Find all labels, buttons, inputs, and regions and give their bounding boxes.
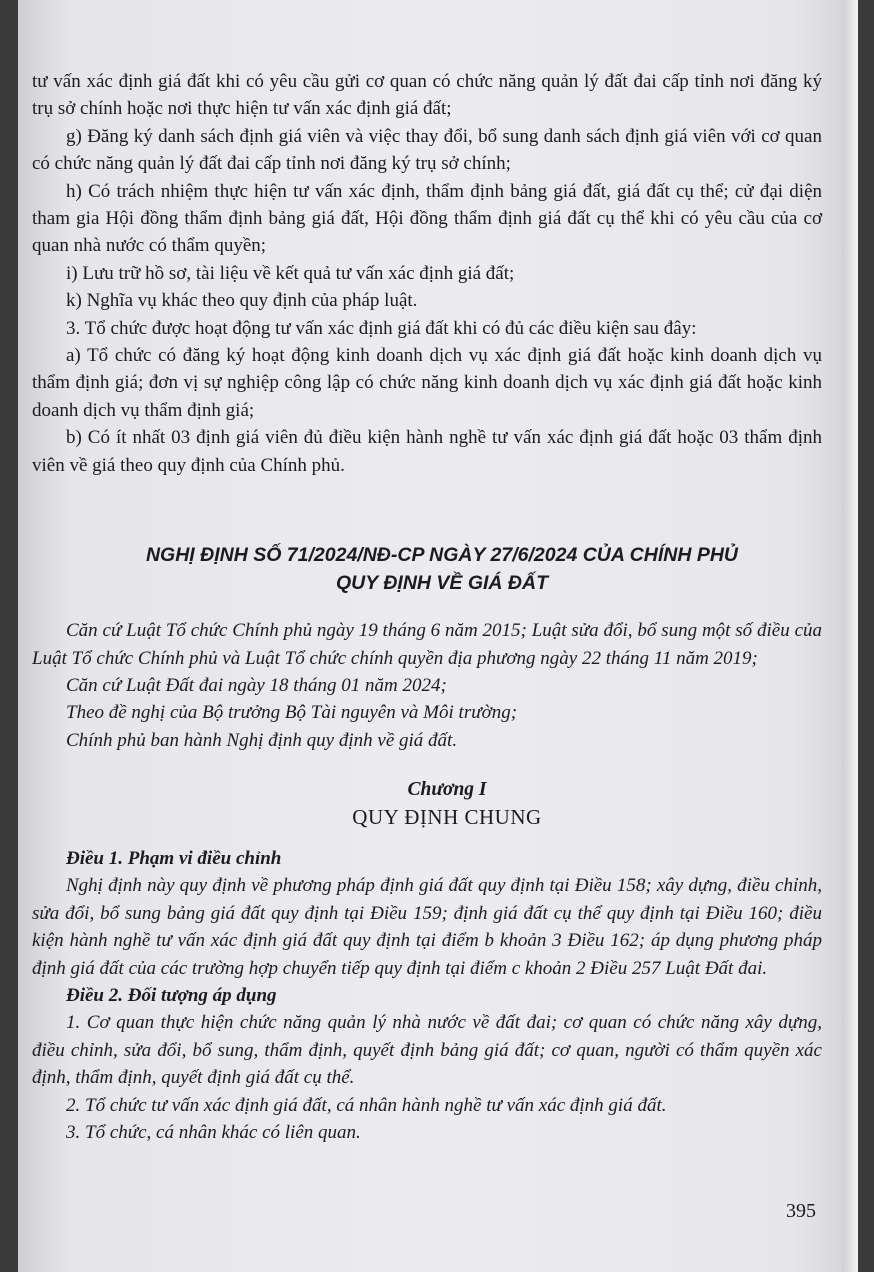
- preamble-proposal: Theo đề nghị của Bộ trưởng Bộ Tài nguyên và Môi trường;: [66, 702, 518, 724]
- article-2-item-2: 2. Tổ chức tư vấn xác định giá đất, cá nhân hành nghề tư vấn xác định giá đất.: [66, 1094, 667, 1116]
- item-h: h) Có trách nhiệm thực hiện tư vấn xác định, thẩm định bảng giá đất, giá đất cụ thể; cử đại diện tham gia Hội đồng thẩm định bảng giá đất, Hội đồng thẩm định giá đất cụ thể khi có yêu cầu của cơ quan nhà nước có thẩm quyền;: [32, 180, 822, 257]
- preamble-basis-1: Căn cứ Luật Tổ chức Chính phủ ngày 19 tháng 6 năm 2015; Luật sửa đổi, bổ sung một số điều của Luật Tổ chức Chính phủ và Luật Tổ chức chính quyền địa phương ngày 22 tháng 11 năm 2019;: [32, 620, 822, 669]
- preamble-issuance: Chính phủ ban hành Nghị định quy định về giá đất.: [66, 729, 458, 751]
- page-number: 395: [786, 1200, 816, 1222]
- item-k: k) Nghĩa vụ khác theo quy định của pháp luật.: [66, 290, 418, 312]
- page-content: [32, 68, 822, 1146]
- decree-title-line-2: QUY ĐỊNH VỀ GIÁ ĐẤT: [336, 572, 548, 595]
- article-2-item-3: 3. Tổ chức, cá nhân khác có liên quan.: [66, 1122, 361, 1143]
- page-edge: [842, 0, 858, 1272]
- item-3a: a) Tổ chức có đăng ký hoạt động kinh doanh dịch vụ xác định giá đất hoặc kinh doanh dịch vụ thẩm định giá; đơn vị sự nghiệp công lập có chức năng kinh doanh dịch vụ xác định giá đất hoặc kinh doanh dịch vụ thẩm định giá;: [32, 345, 822, 421]
- article-1-body: Nghị định này quy định về phương pháp định giá đất quy định tại Điều 158; xây dựng, điều chỉnh, sửa đổi, bổ sung bảng giá đất quy định tại Điều 159; định giá đất cụ thể quy định tại Điều 160; điều kiện hành nghề tư vấn xác định giá đất quy định tại điểm b khoản 3 Điều 162; áp dụng phương pháp định giá đất của các trường hợp chuyển tiếp quy định tại điểm c khoản 2 Điều 257 Luật Đất đai.: [32, 875, 822, 979]
- paragraph-continuation: tư vấn xác định giá đất khi có yêu cầu gửi cơ quan có chức năng quản lý đất đai cấp tỉnh nơi đăng ký trụ sở chính hoặc nơi thực hiện tư vấn xác định giá đất;: [32, 71, 822, 120]
- preamble: [32, 617, 822, 754]
- book-page: [18, 0, 858, 1272]
- chapter-name: QUY ĐỊNH CHUNG: [352, 804, 542, 829]
- article-2-item-1: 1. Cơ quan thực hiện chức năng quản lý nhà nước về đất đai; cơ quan có chức năng xây dựng, điều chỉnh, sửa đổi, bổ sung, thẩm định, quyết định bảng giá đất; cơ quan, người có thẩm quyền xác định, thẩm định, quyết định giá đất cụ thể.: [32, 1012, 822, 1089]
- decree-title-line-1: NGHỊ ĐỊNH SỐ 71/2024/NĐ-CP NGÀY 27/6/2024 CỦA CHÍNH PHỦ: [145, 544, 739, 567]
- article-2: [32, 982, 822, 1146]
- clause-3: 3. Tổ chức được hoạt động tư vấn xác định giá đất khi có đủ các điều kiện sau đây:: [66, 317, 697, 339]
- article-1-title: Điều 1. Phạm vi điều chỉnh: [66, 847, 282, 869]
- item-i: i) Lưu trữ hồ sơ, tài liệu về kết quả tư vấn xác định giá đất;: [66, 262, 515, 284]
- article-1: [32, 845, 822, 982]
- article-2-title: Điều 2. Đối tượng áp dụng: [66, 984, 277, 1006]
- item-3b: b) Có ít nhất 03 định giá viên đủ điều kiện hành nghề tư vấn xác định giá đất hoặc 03 thẩm định viên về giá theo quy định của Chính phủ.: [32, 427, 822, 476]
- item-g: g) Đăng ký danh sách định giá viên và việc thay đổi, bổ sung danh sách định giá viên với cơ quan có chức năng quản lý đất đai cấp tỉnh nơi đăng ký trụ sở chính;: [32, 125, 822, 175]
- decree-title: [32, 541, 822, 597]
- preamble-basis-2: Căn cứ Luật Đất đai ngày 18 tháng 01 năm 2024;: [66, 674, 447, 696]
- chapter-label: Chương I: [407, 779, 487, 801]
